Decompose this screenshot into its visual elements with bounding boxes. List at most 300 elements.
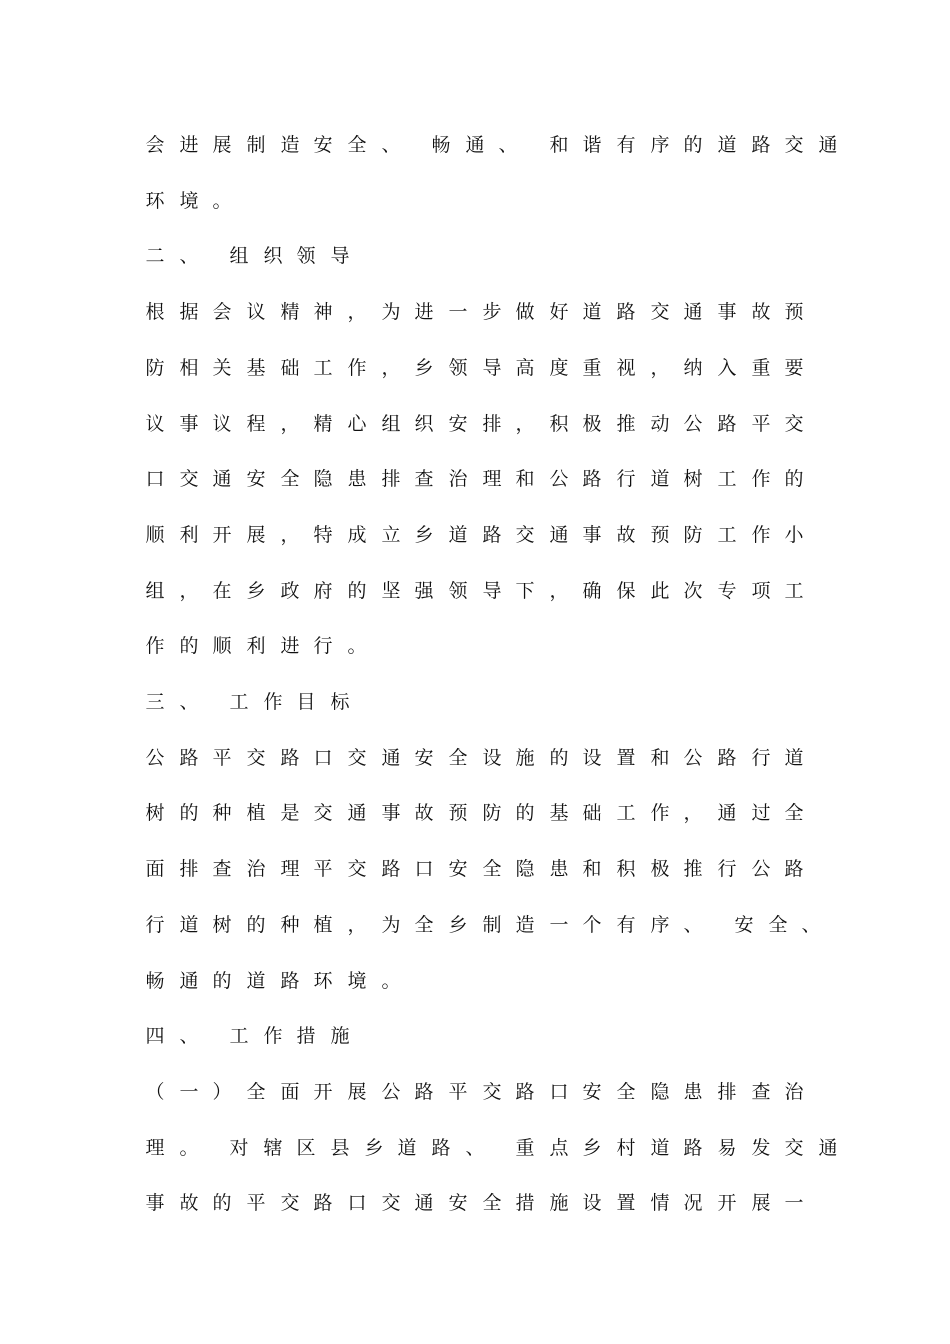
text-char: 事 bbox=[717, 301, 737, 323]
text-char: 基 bbox=[246, 357, 266, 379]
text-char: 查 bbox=[414, 468, 434, 490]
text-char: 利 bbox=[179, 524, 199, 546]
text-char: 作 bbox=[347, 357, 367, 379]
text-char: 隐 bbox=[650, 1081, 670, 1103]
text-char: 口 bbox=[414, 858, 434, 880]
text-char: 开 bbox=[717, 1192, 737, 1214]
text-char: 查 bbox=[212, 858, 232, 880]
text-char: 进 bbox=[414, 301, 434, 323]
text-char: 组 bbox=[381, 413, 401, 435]
text-char: 道 bbox=[717, 134, 737, 156]
text-char: 、 bbox=[465, 1137, 485, 1159]
text-char: 患 bbox=[549, 858, 569, 880]
text-char: 工 bbox=[313, 357, 333, 379]
text-char: 防 bbox=[145, 357, 165, 379]
text-char: 公 bbox=[381, 1081, 401, 1103]
text-char: 导 bbox=[482, 357, 502, 379]
text-char: 辖 bbox=[263, 1137, 283, 1159]
text-char: 事 bbox=[145, 1192, 165, 1214]
text-char: ， bbox=[549, 580, 569, 602]
text-char: 一 bbox=[448, 301, 468, 323]
text-char: 关 bbox=[212, 357, 232, 379]
text-char: 、 bbox=[801, 914, 821, 936]
text-char: 安 bbox=[734, 914, 754, 936]
text-char: 础 bbox=[582, 802, 602, 824]
text-char: 工 bbox=[717, 524, 737, 546]
text-char: 府 bbox=[313, 580, 333, 602]
text-char: 有 bbox=[616, 134, 636, 156]
text-char: 的 bbox=[246, 914, 266, 936]
text-char: 畅 bbox=[431, 134, 451, 156]
text-char: 通 bbox=[179, 970, 199, 992]
text-char: 交 bbox=[482, 1081, 502, 1103]
text-char: 谐 bbox=[582, 134, 602, 156]
text-char: 平 bbox=[212, 747, 232, 769]
text-char: 交 bbox=[784, 413, 804, 435]
text-char: 纳 bbox=[683, 357, 703, 379]
text-char: 和 bbox=[582, 858, 602, 880]
text-char: 工 bbox=[229, 691, 249, 713]
text-char: 四 bbox=[145, 1025, 165, 1047]
text-char: 路 bbox=[616, 301, 636, 323]
text-char: 口 bbox=[549, 1081, 569, 1103]
text-char: 度 bbox=[549, 357, 569, 379]
text-char: 序 bbox=[650, 134, 670, 156]
text-char: 患 bbox=[683, 1081, 703, 1103]
text-char: ， bbox=[381, 357, 401, 379]
text-char: 施 bbox=[330, 1025, 350, 1047]
text-char: 议 bbox=[212, 413, 232, 435]
text-char: 平 bbox=[313, 858, 333, 880]
text-char: 推 bbox=[616, 413, 636, 435]
text-char: 组 bbox=[145, 580, 165, 602]
text-char: 平 bbox=[751, 413, 771, 435]
text-char: 的 bbox=[347, 580, 367, 602]
text-char: 工 bbox=[616, 802, 636, 824]
text-char: 理 bbox=[280, 858, 300, 880]
text-char: 施 bbox=[515, 747, 535, 769]
text-char: 通 bbox=[549, 524, 569, 546]
text-char: 点 bbox=[549, 1137, 569, 1159]
text-char: 乡 bbox=[414, 524, 434, 546]
text-char: 作 bbox=[263, 691, 283, 713]
text-char: 强 bbox=[414, 580, 434, 602]
text-char: 的 bbox=[784, 468, 804, 490]
text-char: 会 bbox=[212, 301, 232, 323]
text-char: 排 bbox=[482, 413, 502, 435]
text-char: 道 bbox=[582, 301, 602, 323]
text-char: 过 bbox=[751, 802, 771, 824]
text-char: 议 bbox=[145, 413, 165, 435]
text-char: 县 bbox=[330, 1137, 350, 1159]
text-char: 交 bbox=[347, 858, 367, 880]
text-char: 作 bbox=[751, 524, 771, 546]
text-char: 事 bbox=[381, 802, 401, 824]
text-char: 安 bbox=[313, 134, 333, 156]
text-char: 路 bbox=[515, 1081, 535, 1103]
text-char: ， bbox=[515, 413, 535, 435]
text-char: ， bbox=[179, 580, 199, 602]
text-char: 积 bbox=[616, 858, 636, 880]
text-char: 措 bbox=[296, 1025, 316, 1047]
text-char: 神 bbox=[313, 301, 333, 323]
text-char: 乡 bbox=[448, 914, 468, 936]
text-char: 精 bbox=[280, 301, 300, 323]
text-char: 通 bbox=[717, 802, 737, 824]
text-char: 特 bbox=[313, 524, 333, 546]
text-char: 好 bbox=[549, 301, 569, 323]
text-char: 造 bbox=[280, 134, 300, 156]
text-char: 防 bbox=[482, 802, 502, 824]
text-char: 三 bbox=[145, 691, 165, 713]
text-char: 设 bbox=[482, 747, 502, 769]
text-char: 境 bbox=[347, 970, 367, 992]
text-char: 交 bbox=[784, 134, 804, 156]
text-char: 畅 bbox=[145, 970, 165, 992]
text-char: 故 bbox=[751, 301, 771, 323]
text-char: 乡 bbox=[364, 1137, 384, 1159]
text-char: 发 bbox=[751, 1137, 771, 1159]
text-char: 交 bbox=[280, 1192, 300, 1214]
text-char: 全 bbox=[246, 1081, 266, 1103]
text-char: 环 bbox=[145, 190, 165, 212]
text-char: 。 bbox=[179, 1137, 199, 1159]
text-char: 领 bbox=[448, 580, 468, 602]
text-char: 通 bbox=[414, 1192, 434, 1214]
text-char: 公 bbox=[751, 858, 771, 880]
text-char: 交 bbox=[347, 747, 367, 769]
text-char: 是 bbox=[280, 802, 300, 824]
text-char: 作 bbox=[751, 468, 771, 490]
text-char: 在 bbox=[212, 580, 232, 602]
text-char: 制 bbox=[246, 134, 266, 156]
text-char: 制 bbox=[482, 914, 502, 936]
text-char: 行 bbox=[751, 747, 771, 769]
text-char: 路 bbox=[784, 858, 804, 880]
text-char: 种 bbox=[280, 914, 300, 936]
text-char: ） bbox=[212, 1081, 232, 1103]
text-char: 乡 bbox=[414, 357, 434, 379]
text-char: 顺 bbox=[145, 524, 165, 546]
text-char: 治 bbox=[784, 1081, 804, 1103]
text-char: 造 bbox=[515, 914, 535, 936]
text-char: 织 bbox=[263, 245, 283, 267]
text-char: 和 bbox=[515, 468, 535, 490]
text-char: 乡 bbox=[246, 580, 266, 602]
text-char: 道 bbox=[784, 747, 804, 769]
text-char: 安 bbox=[448, 413, 468, 435]
text-char: 设 bbox=[582, 1192, 602, 1214]
text-char: 通 bbox=[465, 134, 485, 156]
text-char: 措 bbox=[515, 1192, 535, 1214]
text-char: 入 bbox=[717, 357, 737, 379]
text-char: 面 bbox=[280, 1081, 300, 1103]
text-char: 议 bbox=[246, 301, 266, 323]
text-char: 的 bbox=[212, 970, 232, 992]
text-char: 情 bbox=[650, 1192, 670, 1214]
text-char: 二 bbox=[145, 245, 165, 267]
text-char: 重 bbox=[582, 357, 602, 379]
text-char: 的 bbox=[683, 134, 703, 156]
text-char: 心 bbox=[347, 413, 367, 435]
text-char: 行 bbox=[145, 914, 165, 936]
text-char: 预 bbox=[784, 301, 804, 323]
text-char: 交 bbox=[246, 747, 266, 769]
text-char: 况 bbox=[683, 1192, 703, 1214]
text-char: 进 bbox=[280, 635, 300, 657]
text-char: 、 bbox=[179, 1025, 199, 1047]
text-char: 坚 bbox=[381, 580, 401, 602]
text-char: 全 bbox=[414, 914, 434, 936]
text-char: 树 bbox=[145, 802, 165, 824]
text-char: 设 bbox=[582, 747, 602, 769]
text-char: 一 bbox=[179, 1081, 199, 1103]
text-char: 对 bbox=[229, 1137, 249, 1159]
text-char: 安 bbox=[246, 468, 266, 490]
text-char: 利 bbox=[246, 635, 266, 657]
text-char: 全 bbox=[768, 914, 788, 936]
text-char: 工 bbox=[717, 468, 737, 490]
text-char: ， bbox=[347, 914, 367, 936]
text-char: 项 bbox=[751, 580, 771, 602]
text-char: ， bbox=[683, 802, 703, 824]
text-char: 排 bbox=[381, 468, 401, 490]
text-char: 路 bbox=[280, 747, 300, 769]
text-char: 础 bbox=[280, 357, 300, 379]
text-char: ， bbox=[280, 524, 300, 546]
text-char: 事 bbox=[179, 413, 199, 435]
text-char: 领 bbox=[296, 245, 316, 267]
text-char: 公 bbox=[145, 747, 165, 769]
text-char: 交 bbox=[784, 1137, 804, 1159]
text-char: 乡 bbox=[582, 1137, 602, 1159]
text-char: 施 bbox=[549, 1192, 569, 1214]
text-char: 和 bbox=[650, 747, 670, 769]
text-char: 工 bbox=[229, 1025, 249, 1047]
text-char: 交 bbox=[381, 1192, 401, 1214]
text-char: 理 bbox=[482, 468, 502, 490]
text-char: 公 bbox=[683, 413, 703, 435]
text-char: 种 bbox=[212, 802, 232, 824]
text-char: 标 bbox=[330, 691, 350, 713]
text-char: 为 bbox=[381, 301, 401, 323]
text-char: 事 bbox=[582, 524, 602, 546]
text-char: 道 bbox=[650, 468, 670, 490]
text-char: 口 bbox=[145, 468, 165, 490]
text-char: 路 bbox=[751, 134, 771, 156]
text-char: 、 bbox=[179, 691, 199, 713]
text-char: 树 bbox=[212, 914, 232, 936]
text-char: 一 bbox=[549, 914, 569, 936]
text-char: 通 bbox=[683, 301, 703, 323]
text-char: 全 bbox=[482, 1192, 502, 1214]
text-char: 展 bbox=[246, 524, 266, 546]
text-char: 口 bbox=[347, 1192, 367, 1214]
text-char: 植 bbox=[313, 914, 333, 936]
text-char: 进 bbox=[179, 134, 199, 156]
text-char: 工 bbox=[784, 580, 804, 602]
text-char: 的 bbox=[515, 802, 535, 824]
text-char: 程 bbox=[246, 413, 266, 435]
text-char: 排 bbox=[179, 858, 199, 880]
text-char: 全 bbox=[616, 1081, 636, 1103]
text-char: 极 bbox=[650, 858, 670, 880]
text-char: 故 bbox=[179, 1192, 199, 1214]
text-char: 交 bbox=[650, 301, 670, 323]
text-char: 置 bbox=[616, 747, 636, 769]
text-char: 路 bbox=[179, 747, 199, 769]
text-char: 织 bbox=[414, 413, 434, 435]
text-char: 理 bbox=[145, 1137, 165, 1159]
text-char: 作 bbox=[263, 1025, 283, 1047]
text-char: 的 bbox=[179, 802, 199, 824]
text-char: 的 bbox=[549, 747, 569, 769]
text-char: 道 bbox=[179, 914, 199, 936]
text-char: ， bbox=[650, 357, 670, 379]
text-char: 公 bbox=[549, 468, 569, 490]
text-char: 树 bbox=[683, 468, 703, 490]
text-char: 环 bbox=[313, 970, 333, 992]
text-char: 小 bbox=[784, 524, 804, 546]
text-char: 故 bbox=[414, 802, 434, 824]
text-char: 查 bbox=[751, 1081, 771, 1103]
text-char: 安 bbox=[582, 1081, 602, 1103]
text-char: 此 bbox=[650, 580, 670, 602]
text-char: 全 bbox=[347, 134, 367, 156]
text-char: 极 bbox=[582, 413, 602, 435]
text-char: 路 bbox=[280, 970, 300, 992]
text-char: 全 bbox=[280, 468, 300, 490]
text-char: 一 bbox=[784, 1192, 804, 1214]
text-char: 重 bbox=[515, 1137, 535, 1159]
text-char: 预 bbox=[650, 524, 670, 546]
text-char: 领 bbox=[448, 357, 468, 379]
text-char: 公 bbox=[683, 747, 703, 769]
text-char: 易 bbox=[717, 1137, 737, 1159]
text-char: 置 bbox=[616, 1192, 636, 1214]
text-char: 展 bbox=[347, 1081, 367, 1103]
text-char: 道 bbox=[397, 1137, 417, 1159]
text-char: 据 bbox=[179, 301, 199, 323]
text-char: 治 bbox=[448, 468, 468, 490]
text-char: 相 bbox=[179, 357, 199, 379]
text-char: 序 bbox=[650, 914, 670, 936]
text-char: 治 bbox=[246, 858, 266, 880]
text-char: 道 bbox=[650, 1137, 670, 1159]
text-char: 做 bbox=[515, 301, 535, 323]
text-char: 展 bbox=[212, 134, 232, 156]
text-char: 路 bbox=[431, 1137, 451, 1159]
text-char: 和 bbox=[549, 134, 569, 156]
text-char: 路 bbox=[414, 1081, 434, 1103]
text-char: 目 bbox=[296, 691, 316, 713]
text-char: 路 bbox=[717, 747, 737, 769]
text-char: 展 bbox=[751, 1192, 771, 1214]
text-char: 通 bbox=[212, 468, 232, 490]
text-char: 路 bbox=[313, 1192, 333, 1214]
text-char: 。 bbox=[212, 190, 232, 212]
text-char: 精 bbox=[313, 413, 333, 435]
text-char: 故 bbox=[616, 524, 636, 546]
text-char: 、 bbox=[498, 134, 518, 156]
text-char: 确 bbox=[582, 580, 602, 602]
text-char: 路 bbox=[381, 858, 401, 880]
text-char: 通 bbox=[818, 134, 838, 156]
text-char: 动 bbox=[650, 413, 670, 435]
text-char: 安 bbox=[448, 1192, 468, 1214]
text-char: 个 bbox=[582, 914, 602, 936]
text-char: 路 bbox=[683, 1137, 703, 1159]
text-char: 路 bbox=[482, 524, 502, 546]
text-char: 、 bbox=[683, 914, 703, 936]
text-char: 为 bbox=[381, 914, 401, 936]
text-char: 作 bbox=[650, 802, 670, 824]
text-char: 推 bbox=[683, 858, 703, 880]
text-char: 立 bbox=[381, 524, 401, 546]
text-char: 基 bbox=[549, 802, 569, 824]
text-char: ， bbox=[280, 413, 300, 435]
text-char: 根 bbox=[145, 301, 165, 323]
text-char: 道 bbox=[448, 524, 468, 546]
text-char: 行 bbox=[313, 635, 333, 657]
text-char: ， bbox=[347, 301, 367, 323]
text-char: 保 bbox=[616, 580, 636, 602]
text-char: 境 bbox=[179, 190, 199, 212]
text-char: 预 bbox=[448, 802, 468, 824]
text-char: 次 bbox=[683, 580, 703, 602]
text-char: 作 bbox=[145, 635, 165, 657]
text-char: 积 bbox=[549, 413, 569, 435]
text-char: 高 bbox=[515, 357, 535, 379]
text-char: 步 bbox=[482, 301, 502, 323]
text-char: 面 bbox=[145, 858, 165, 880]
text-char: 的 bbox=[212, 1192, 232, 1214]
text-char: 隐 bbox=[313, 468, 333, 490]
text-char: 开 bbox=[212, 524, 232, 546]
text-char: 通 bbox=[381, 747, 401, 769]
text-char: 交 bbox=[179, 468, 199, 490]
text-char: 安 bbox=[414, 747, 434, 769]
text-char: 通 bbox=[818, 1137, 838, 1159]
text-char: 、 bbox=[381, 134, 401, 156]
text-char: 全 bbox=[448, 747, 468, 769]
text-char: 有 bbox=[616, 914, 636, 936]
text-char: 成 bbox=[347, 524, 367, 546]
text-char: 平 bbox=[246, 1192, 266, 1214]
text-char: 路 bbox=[582, 468, 602, 490]
text-char: 安 bbox=[448, 858, 468, 880]
text-char: 政 bbox=[280, 580, 300, 602]
text-char: 专 bbox=[717, 580, 737, 602]
text-char: 交 bbox=[313, 802, 333, 824]
text-char: 。 bbox=[381, 970, 401, 992]
text-char: 重 bbox=[751, 357, 771, 379]
text-char: 口 bbox=[313, 747, 333, 769]
text-char: 排 bbox=[717, 1081, 737, 1103]
text-char: 开 bbox=[313, 1081, 333, 1103]
text-char: 平 bbox=[448, 1081, 468, 1103]
text-char: 防 bbox=[683, 524, 703, 546]
text-char: 下 bbox=[515, 580, 535, 602]
text-char: 组 bbox=[229, 245, 249, 267]
text-char: 导 bbox=[482, 580, 502, 602]
text-char: 全 bbox=[482, 858, 502, 880]
text-char: 、 bbox=[179, 245, 199, 267]
text-char: 的 bbox=[179, 635, 199, 657]
text-char: 。 bbox=[347, 635, 367, 657]
text-char: 通 bbox=[347, 802, 367, 824]
text-char: 隐 bbox=[515, 858, 535, 880]
